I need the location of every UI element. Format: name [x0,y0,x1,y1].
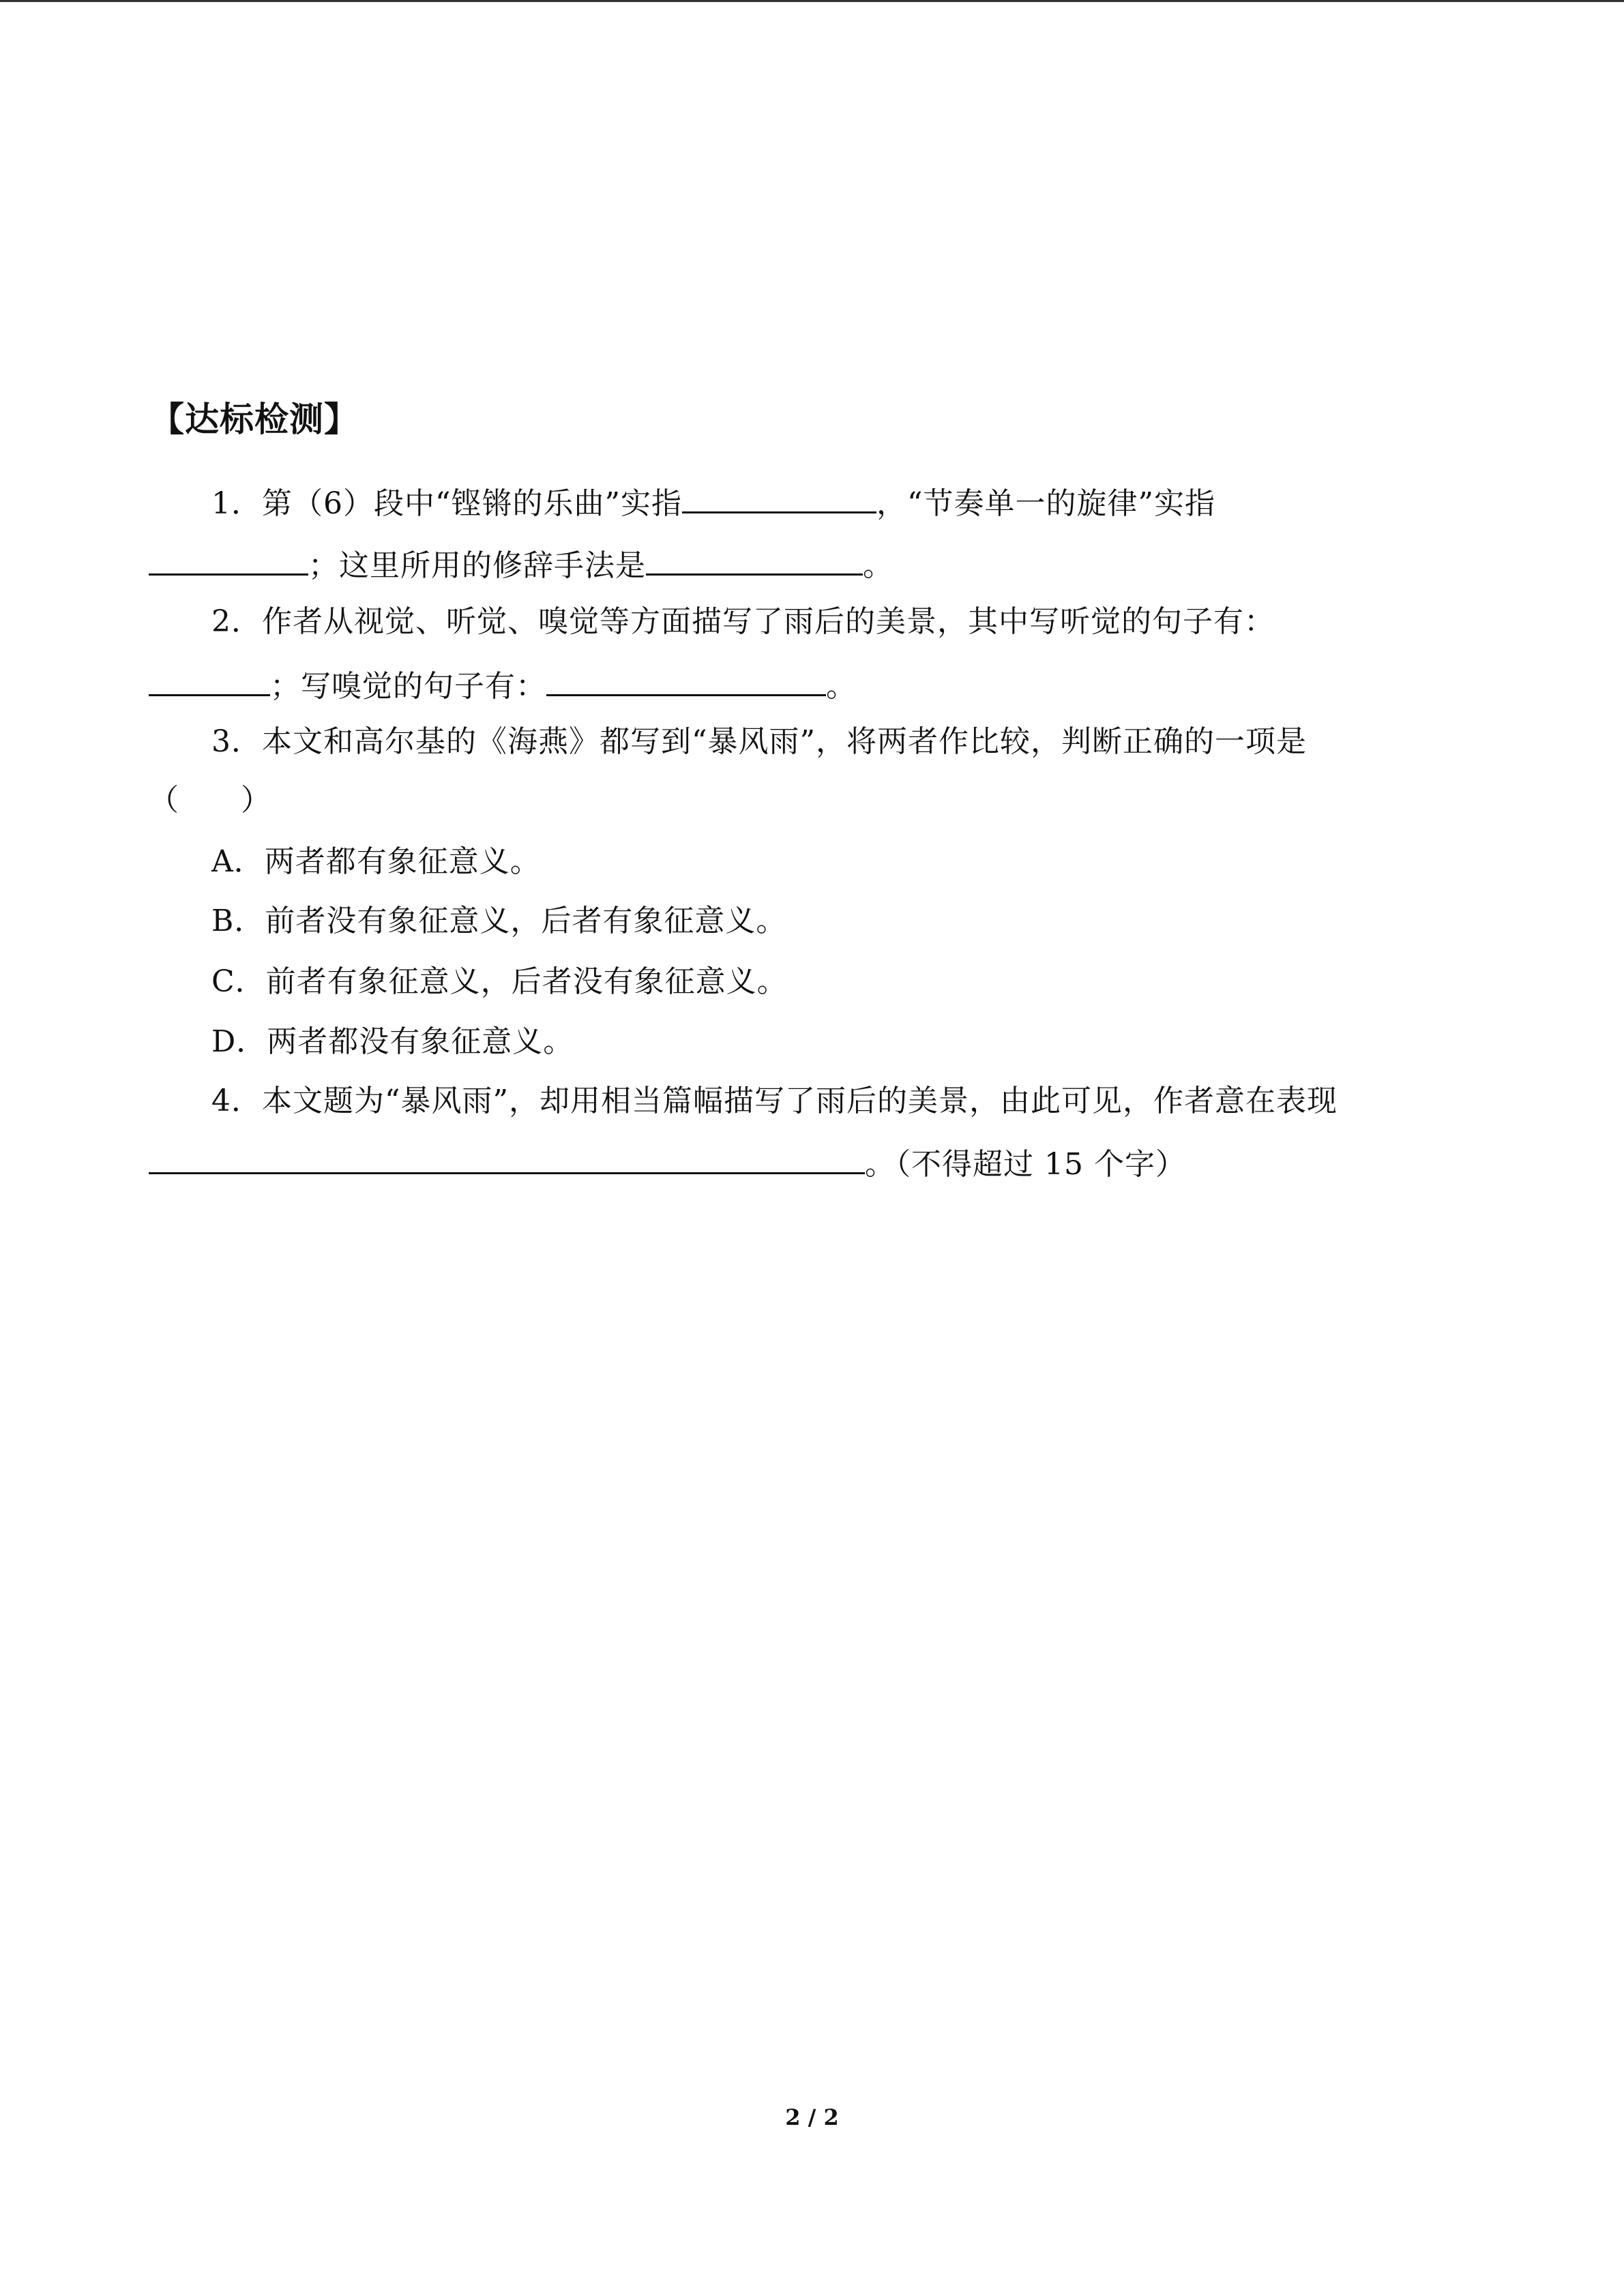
question-2-blank-1[interactable] [149,664,270,696]
option-b-text: B．前者没有象征意义，后者有象征意义。 [211,904,787,938]
question-3-line-1 [211,723,1307,761]
question-4-line-1 [211,1082,1338,1120]
top-border-line [0,0,1624,2]
question-4-text: 4．本文题为“暴风雨”，却用相当篇幅描写了雨后的美景，由此可见，作者意在表现 [211,1084,1338,1118]
question-2-blank-2[interactable] [546,664,826,696]
question-1-blank-2[interactable] [149,543,308,576]
question-1-line-2 [149,543,894,585]
question-1-text-mid: ，“节奏单一的旋律”实指 [876,486,1215,521]
question-1-blank-1[interactable] [682,481,876,513]
question-3-answer-paren[interactable] [149,781,271,820]
section-title: 【达标检测】 [150,400,359,439]
question-3-text: 3．本文和高尔基的《海燕》都写到“暴风雨”，将两者作比较，判断正确的一项是 [211,724,1307,759]
question-3-option-d [211,1023,574,1061]
option-d-text: D．两者都没有象征意义。 [211,1024,574,1059]
question-2-text: 2．作者从视觉、听觉、嗅觉等方面描写了雨后的美景，其中写听觉的句子有： [211,604,1275,639]
question-1-text-mid2: ；这里所用的修辞手法是 [308,548,646,583]
page-number: 2 / 2 [785,2104,839,2130]
question-1-line-1 [211,481,1215,523]
question-2-text-end: 。 [826,669,857,704]
question-4-blank[interactable] [149,1142,865,1174]
question-2-line-2 [149,664,857,706]
option-c-text: C．前者有象征意义，后者没有象征意义。 [211,964,788,999]
question-3-option-b [211,902,786,940]
question-1-text: 1．第（6）段中“铿锵的乐曲”实指 [211,486,682,521]
question-3-paren: （ ） [149,783,271,818]
question-4-text-end: 。（不得超过 15 个字） [865,1147,1186,1182]
question-2-text-mid: ；写嗅觉的句子有： [270,669,546,704]
question-3-option-a [211,843,541,881]
question-3-option-c [211,963,788,1001]
question-2-line-1 [211,603,1275,641]
question-4-line-2 [149,1142,1186,1184]
question-1-blank-3[interactable] [646,543,863,576]
question-1-text-end: 。 [863,548,894,583]
option-a-text: A．两者都有象征意义。 [211,844,541,879]
